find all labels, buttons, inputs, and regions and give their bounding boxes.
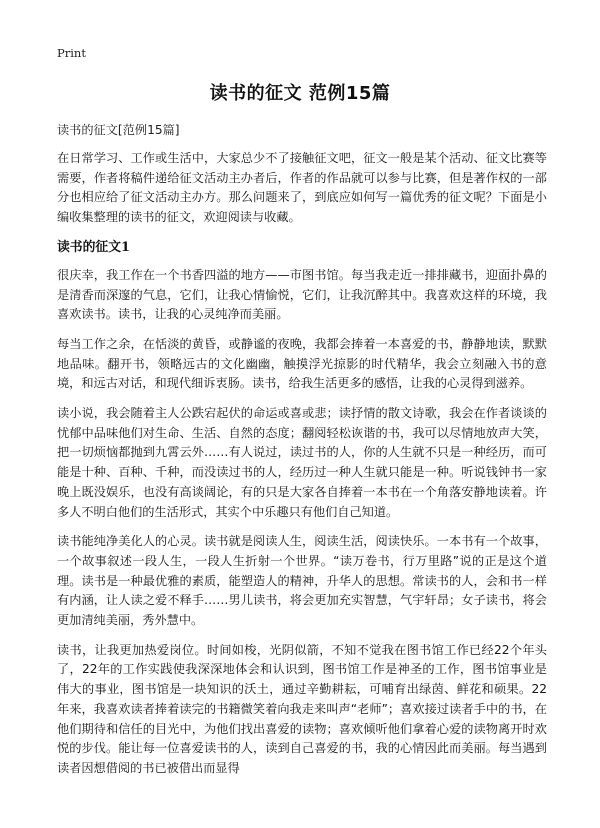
body-paragraph: 读书，让我更加热爱岗位。时间如梭，光阴似箭，不知不觉我在图书馆工作已经22个年头了，22年的工作实践使我深深地体会和认识到，图书馆工作是神圣的工作，图书馆事业是伟大的事业，图书馆是一块知识的沃土，通过辛勤耕耘，可哺育出绿茵、鲜花和硕果。22年来，我喜欢读者捧着读完的书籍微笑着向我走来叫声“老师”；喜欢接过读者手中的书，在他们期待和信任的目光中，为他们找出喜爱的读物；喜欢倾听他们拿着心爱的读物离开时欢悦的步伐。能让每一位喜爱读书的人，读到自己喜爱的书，我的心情因此而美丽。每当遇到读者因想借阅的书已被借出而显得 bbox=[57, 642, 547, 775]
intro-paragraph: 在日常学习、工作或生活中，大家总少不了接触征文吧，征文一般是某个活动、征文比赛等需要，作者将稿件递给征文活动主办者后，作者的作品就可以参与比赛，但是著作权的一部分也相应给了征文活动主办方。那么问题来了，到底应如何写一篇优秀的征文呢？下面是小编收集整理的读书的征文，欢迎阅读与收藏。 bbox=[57, 151, 547, 225]
page-title: 读书的征文 范例15篇 bbox=[209, 83, 391, 104]
body-paragraph: 读书能纯净美化人的心灵。读书就是阅读人生，阅读生活，阅读快乐。一本书有一个故事，一个故事叙述一段人生，一段人生折射一个世界。“读万卷书，行万里路”说的正是这个道理。读书是一种最优雅的素质，能塑造人的精神，升华人的思想。常读书的人，会和书一样有内涵，让人读之爱不释手……男儿读书，将会更加充实智慧，气宇轩昂；女子读书，将会更加清纯美丽，秀外慧中。 bbox=[57, 534, 547, 628]
section-heading: 读书的征文1 bbox=[57, 239, 130, 255]
body-paragraph: 读小说，我会随着主人公跌宕起伏的命运或喜或悲；读抒情的散文诗歌，我会在作者谈谈的忧郁中品味他们对生命、生活、自然的态度；翻阅轻松诙谐的书，我可以尽情地放声大笑，把一切烦恼都抛到九霄云外……有人说过，读过书的人，你的人生就不只是一种经历，而可能是十种、百种、千种，而没读过书的人，经历过一种人生就只能是一种。听说钱钟书一家晚上既没娱乐，也没有高谈阔论，有的只是大家各自捧着一本书在一个角落安静地读着。许多人不明白他们的生活形式，其实个中乐趣只有他们自己知道。 bbox=[57, 406, 547, 519]
body-paragraph: 很庆幸，我工作在一个书香四溢的地方——市图书馆。每当我走近一排排藏书，迎面扑鼻的是清香而深邃的气息，它们，让我心情愉悦，它们，让我沉醉其中。我喜欢这样的环境，我喜欢读书。读书，让我的心灵纯净而美丽。 bbox=[57, 267, 547, 322]
body-paragraph: 每当工作之余，在恬淡的黄昏，或静谧的夜晚，我都会捧着一本喜爱的书，静静地读，默默地品味。翻开书，领略远古的文化幽幽，触摸浮光掠影的时代精华，我会立刻融入书的意境，和远古对话，和现代细诉衷肠。读书，给我生活更多的感悟，让我的心灵得到滋养。 bbox=[57, 336, 547, 391]
document-subtitle: 读书的征文[范例15篇] bbox=[57, 123, 180, 137]
article-body bbox=[57, 149, 547, 789]
print-link[interactable]: Print bbox=[57, 46, 86, 60]
